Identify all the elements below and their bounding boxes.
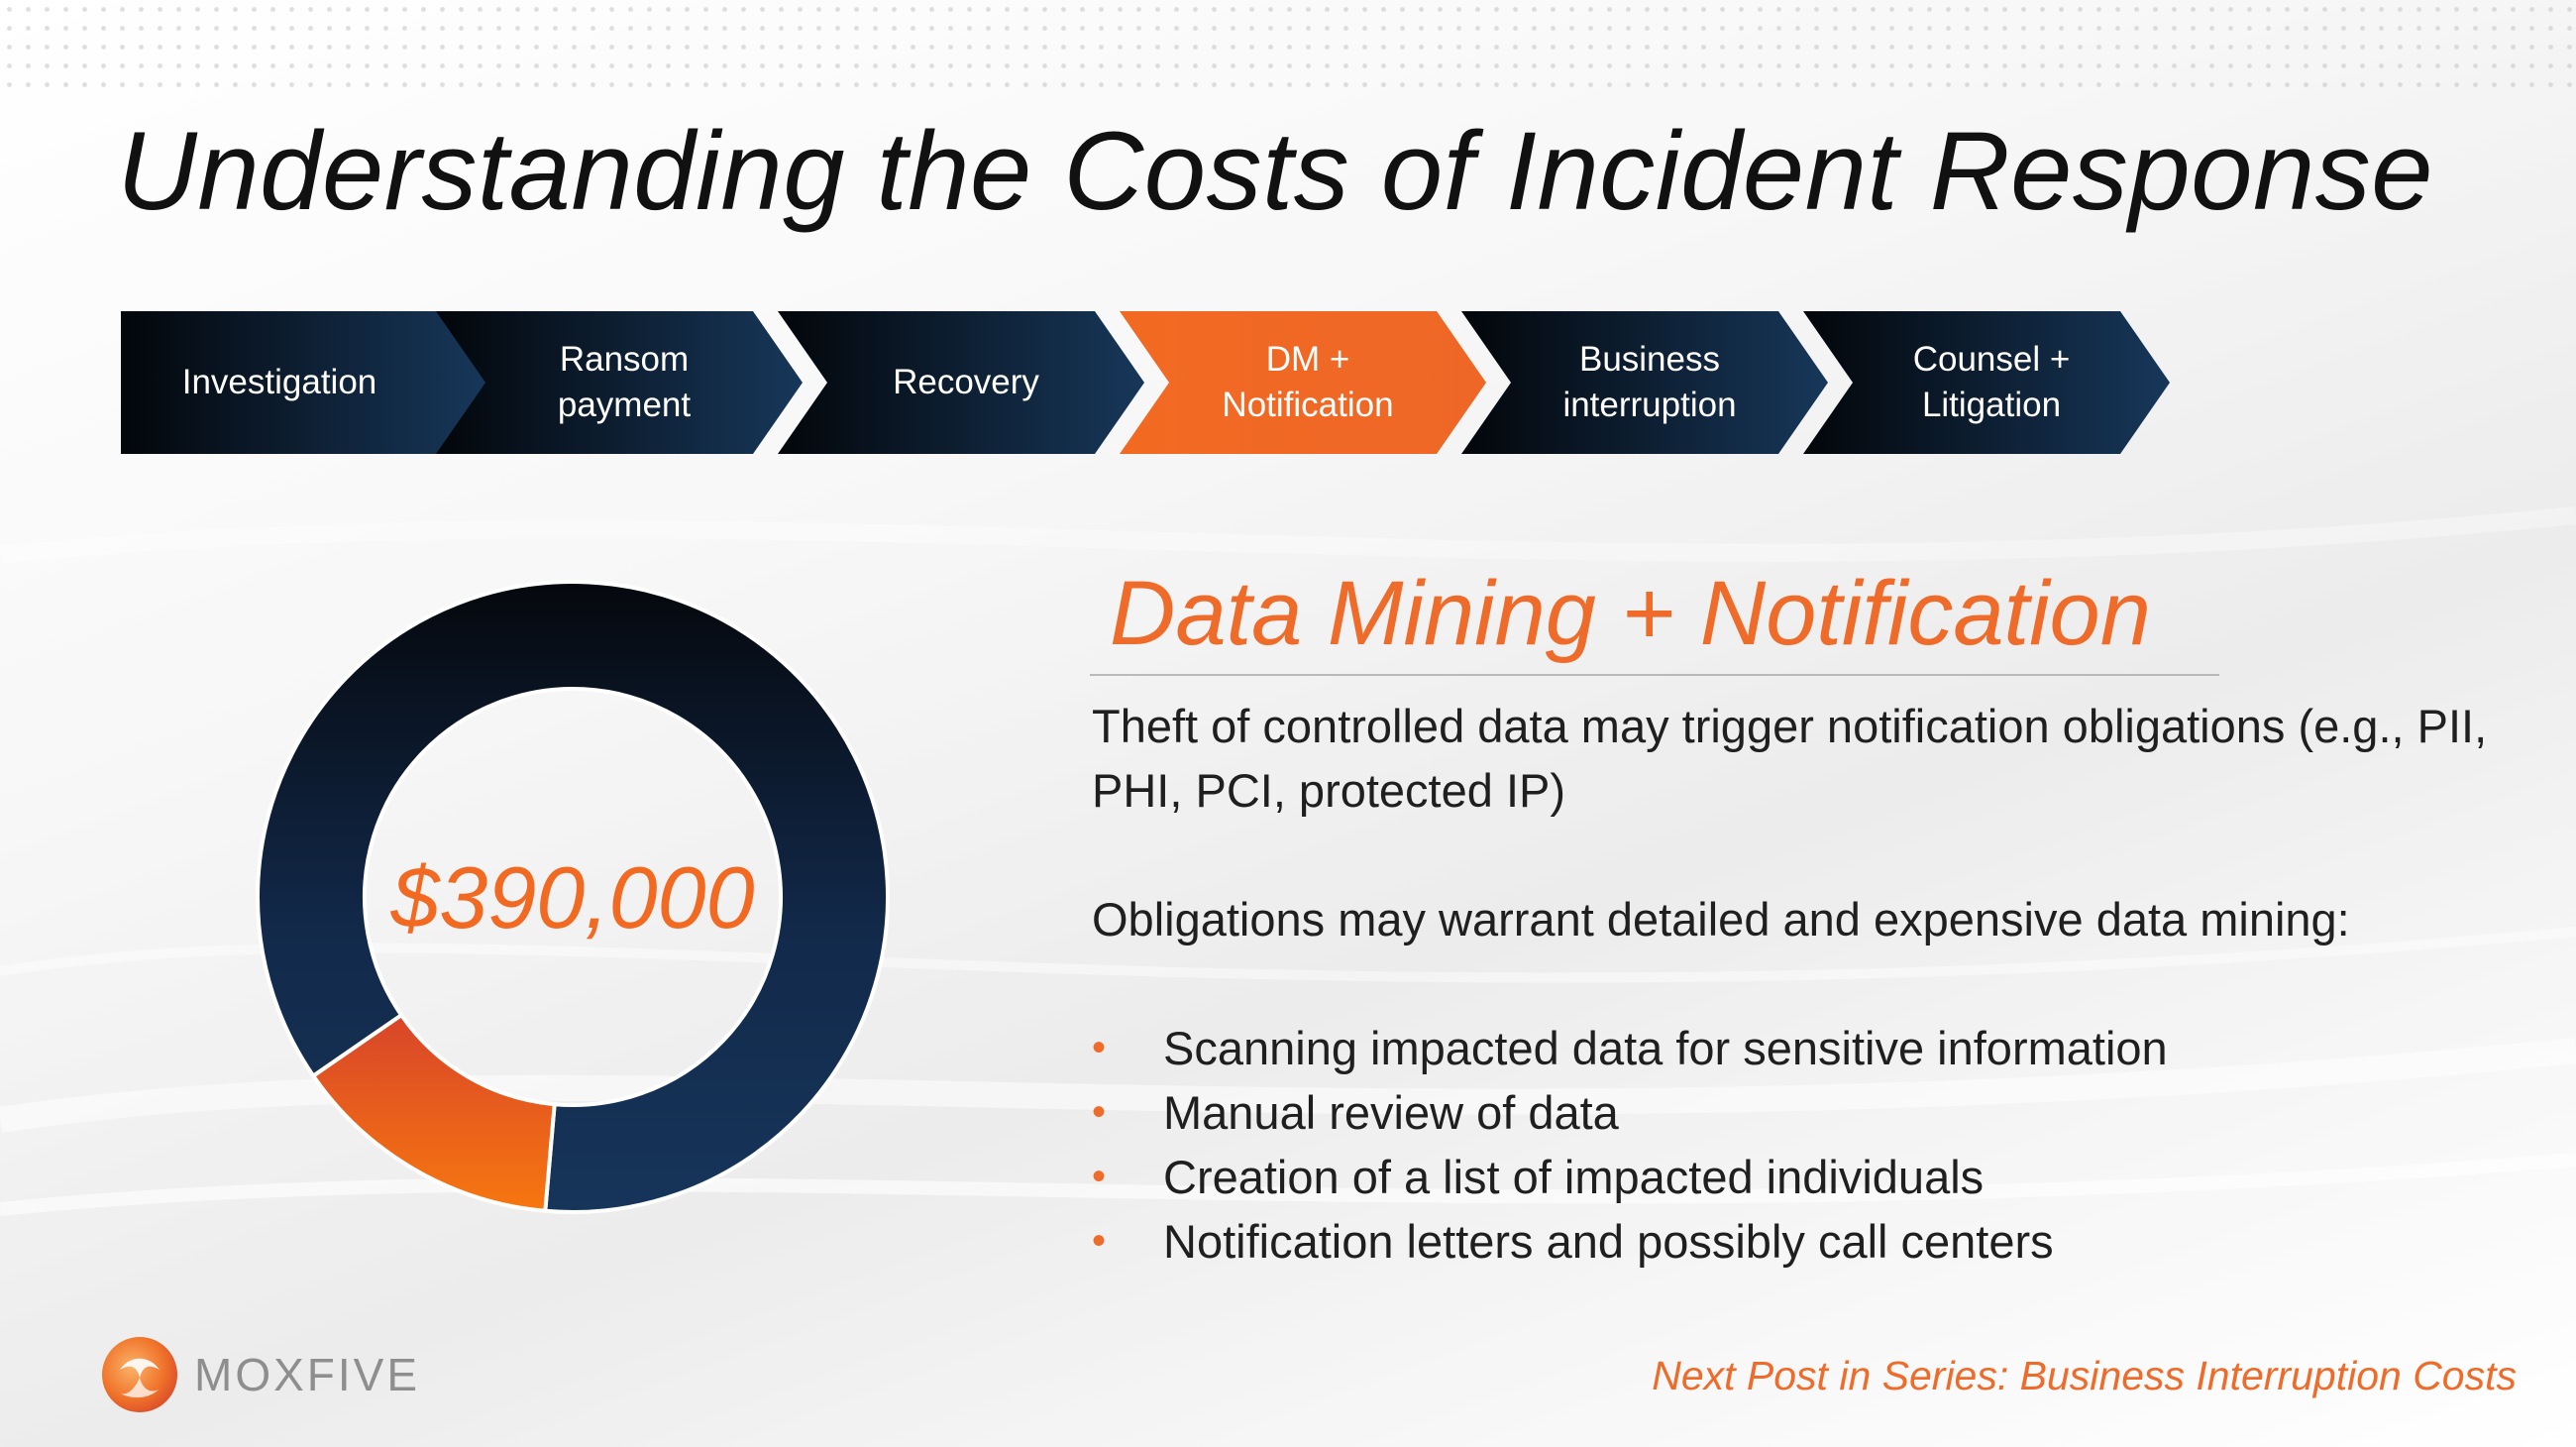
bullet-text: Creation of a list of impacted individuals (1163, 1151, 1985, 1203)
paragraph-notification-trigger: Theft of controlled data may trigger notification obligations (e.g., PII, PHI, PCI, protected IP) (1092, 700, 2488, 817)
bullet-dot-icon: • (1092, 1090, 1107, 1134)
bullet-item (1092, 1016, 2168, 1080)
bullet-text: Manual review of data (1163, 1086, 1619, 1139)
bullet-text: Scanning impacted data for sensitive information (1163, 1022, 2168, 1074)
bullet-item (1092, 1145, 2168, 1209)
section-title: Data Mining + Notification (1110, 563, 2151, 664)
data-mining-bullet-list (1092, 1016, 2168, 1274)
bullet-dot-icon: • (1092, 1026, 1107, 1069)
logo-wordmark: MOXFIVE (194, 1349, 421, 1400)
cost-amount: $390,000 (390, 848, 755, 946)
step-label: Ransom payment (557, 340, 692, 424)
next-post-link[interactable]: Next Post in Series: Business Interruption Costs (1652, 1353, 2517, 1398)
bullet-dot-icon: • (1092, 1155, 1107, 1198)
bullet-text: Notification letters and possibly call centers (1163, 1215, 2054, 1268)
step-label: DM + Notification (1222, 340, 1394, 424)
bullet-item (1092, 1209, 2168, 1274)
step-label: Investigation (181, 363, 377, 401)
step-label: Counsel + Litigation (1912, 340, 2071, 424)
phoenix-logo-icon (95, 1330, 184, 1419)
section-divider (1090, 674, 2219, 676)
step-label: Business interruption (1562, 340, 1737, 424)
paragraph-data-mining: Obligations may warrant detailed and expensive data mining: (1092, 893, 2350, 946)
bullet-item (1092, 1080, 2168, 1145)
bullet-dot-icon: • (1092, 1219, 1107, 1263)
moxfive-logo (95, 1330, 420, 1419)
slide-title: Understanding the Costs of Incident Response (117, 109, 2434, 233)
step-label: Recovery (893, 363, 1039, 401)
